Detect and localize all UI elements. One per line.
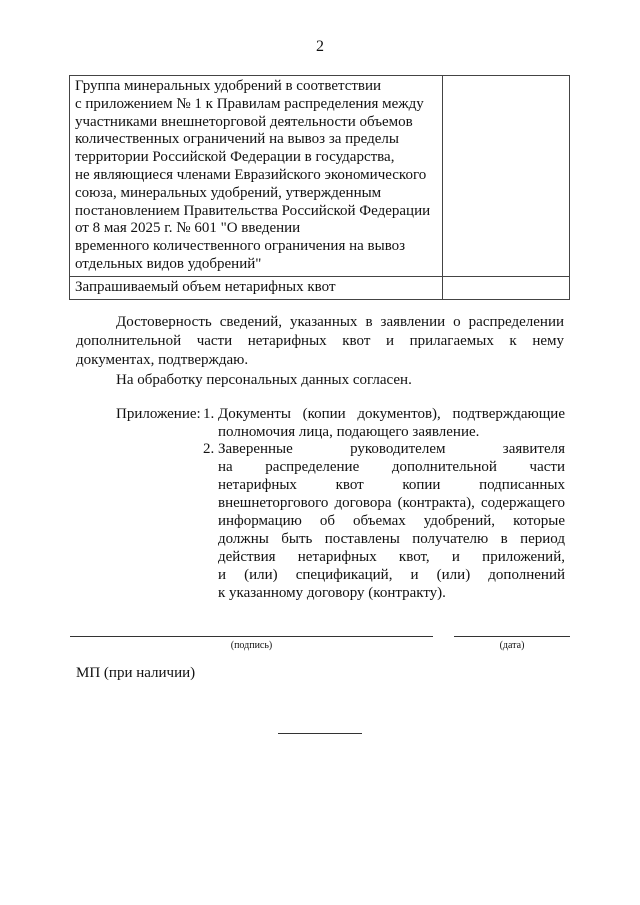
attachment-number: 1. <box>203 406 215 422</box>
page-number: 2 <box>316 38 324 55</box>
confirmation-line: документах, подтверждаю. <box>76 352 249 368</box>
signature-line <box>70 636 433 637</box>
attachment-line: на распределение дополнительной части <box>218 459 565 475</box>
attachment-line: и (или) спецификаций, и (или) дополнений <box>218 567 565 583</box>
attachment-line: Документы (копии документов), подтверждающие <box>218 406 565 422</box>
confirmation-paragraph <box>76 313 564 370</box>
signature-caption: (подпись) <box>230 640 273 651</box>
requested-volume-label: Запрашиваемый объем нетарифных квот <box>70 276 443 299</box>
attachment-line: должны быть поставлены получателю в период <box>218 531 565 547</box>
attachments-label: Приложение: <box>116 406 201 422</box>
attachment-number: 2. <box>203 441 215 457</box>
confirmation-line: Достоверность сведений, указанных в заявлении о распределении <box>116 314 564 330</box>
attachment-item <box>203 405 565 441</box>
stamp-label: МП (при наличии) <box>76 665 196 681</box>
attachment-line: к указанному договору (контракту). <box>218 585 446 601</box>
attachment-line: внешнеторгового договора (контракта), содержащего <box>218 495 565 511</box>
attachment-line: действия нетарифных квот, и приложений, <box>218 549 565 565</box>
attachment-text <box>218 405 565 441</box>
requested-volume-value <box>443 276 570 299</box>
date-line <box>454 636 570 637</box>
date-caption: (дата) <box>499 640 525 651</box>
fertilizer-group-value <box>443 76 570 277</box>
attachment-line: нетарифных квот копии подписанных <box>218 477 565 493</box>
consent-paragraph <box>76 371 564 390</box>
table-row <box>70 76 570 277</box>
fertilizer-group-label: Группа минеральных удобрений в соответствии с приложением № 1 к Правилам распределения между участниками внешнеторговой деятельности объемов количественных ограничений на вывоз за пределы территории Российской Федерации в государства, не являющиеся членами Евразийского экономического союза, минеральных удобрений, утвержденным постановлением Правительства Российской Федерации от 8 мая 2025 г. № 601 "О введении временного количественного ограничения на вывоз отдельных видов удобрений" <box>70 76 443 277</box>
attachment-line: полномочия лица, подающего заявление. <box>218 424 480 440</box>
attachment-text <box>218 440 565 602</box>
confirmation-line: дополнительной части нетарифных квот и прилагаемых к нему <box>76 333 564 349</box>
attachment-line: Заверенные руководителем заявителя <box>218 441 565 457</box>
footer-rule <box>278 733 362 734</box>
consent-text: На обработку персональных данных согласен. <box>116 372 412 388</box>
attachment-item <box>203 440 565 602</box>
attachment-line: информацию об объемах удобрений, которые <box>218 513 565 529</box>
table-row <box>70 276 570 299</box>
quota-table <box>69 75 570 300</box>
